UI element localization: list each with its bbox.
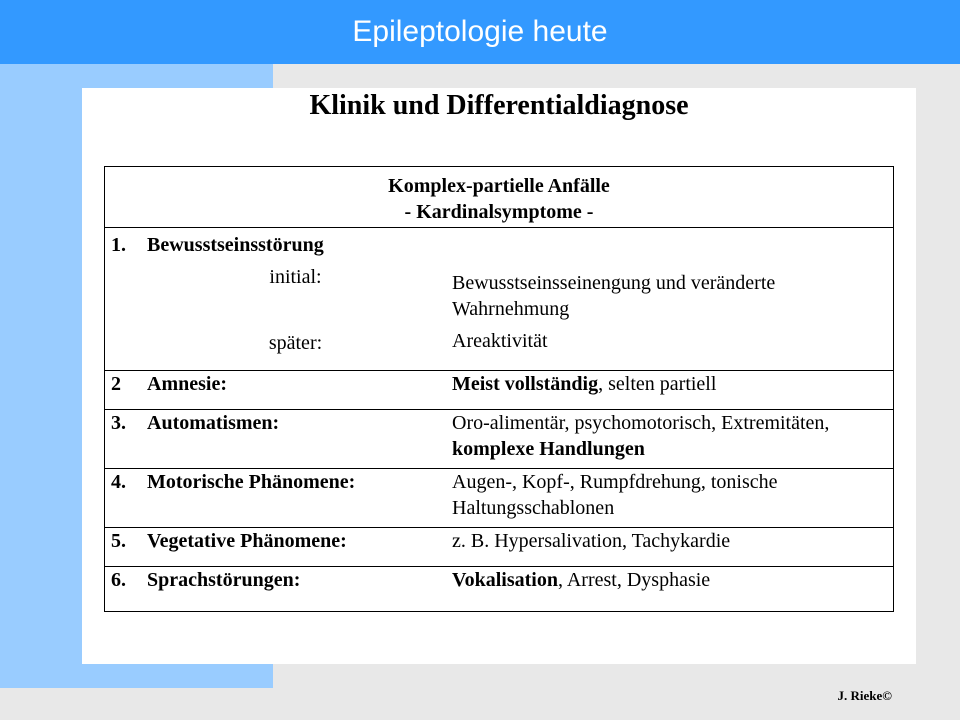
row6-value-rest: , Arrest, Dysphasie [557,569,711,591]
slide-title: Klinik und Differentialdiagnose [309,90,689,121]
slide-header [0,0,960,64]
row3-number: 3. [111,412,126,434]
row4-left [105,469,447,528]
row3-left [105,410,447,469]
symptoms-table [104,166,894,612]
row6-left [105,567,447,612]
table-row [105,528,894,567]
row3-value-bold: komplexe Handlungen [452,438,645,460]
row5-value: z. B. Hypersalivation, Tachykardie [452,530,731,552]
row1-right [446,228,894,371]
row4-label: Motorische Phänomene: [147,471,356,493]
row2-number: 2 [111,373,121,395]
header-title: Epileptologie heute [352,15,608,48]
row2-right [446,371,894,410]
row1-sub2-label: später: [268,332,323,354]
row2-value-rest: , selten partiell [598,373,717,395]
table-row [105,371,894,410]
row4-right [446,469,894,528]
row1-label: Bewusstseinsstörung [147,234,324,256]
row6-value-bold: Vokalisation [452,569,558,591]
row5-left [105,528,447,567]
row2-left [105,371,447,410]
row2-value-bold: Meist vollständig [452,373,599,395]
table-heading [105,167,894,228]
row6-label: Sprachstörungen: [147,569,301,591]
row1-sub1-value: Bewusstseinsseinengung und veränderte Wahrnehmung [452,272,776,320]
table-heading-line1: Komplex-partielle Anfälle [388,175,610,197]
row4-value: Augen-, Kopf-, Rumpfdrehung, tonische Haltungsschablonen [452,471,778,519]
row6-number: 6. [111,569,126,591]
row5-label: Vegetative Phänomene: [147,530,347,552]
row1-sub2-value: Areaktivität [452,330,548,352]
row5-number: 5. [111,530,126,552]
table-header-row [105,167,894,228]
row4-number: 4. [111,471,126,493]
row3-value-plain: Oro-alimentär, psychomotorisch, Extremitäten, [452,412,830,434]
table-row [105,567,894,612]
row1-heading [111,228,440,258]
row1-number: 1. [111,234,126,256]
row6-right [446,567,894,612]
footer-credit: J. Rieke© [837,688,892,703]
row3-right [446,410,894,469]
table-row [105,228,894,371]
row3-label: Automatismen: [147,412,280,434]
row2-label: Amnesie: [147,373,227,395]
table-row [105,410,894,469]
row5-right [446,528,894,567]
row1-left [105,228,447,371]
table-row [105,469,894,528]
table-heading-line2: - Kardinalsymptome - [404,201,594,223]
row1-sub1-label: initial: [269,266,322,288]
